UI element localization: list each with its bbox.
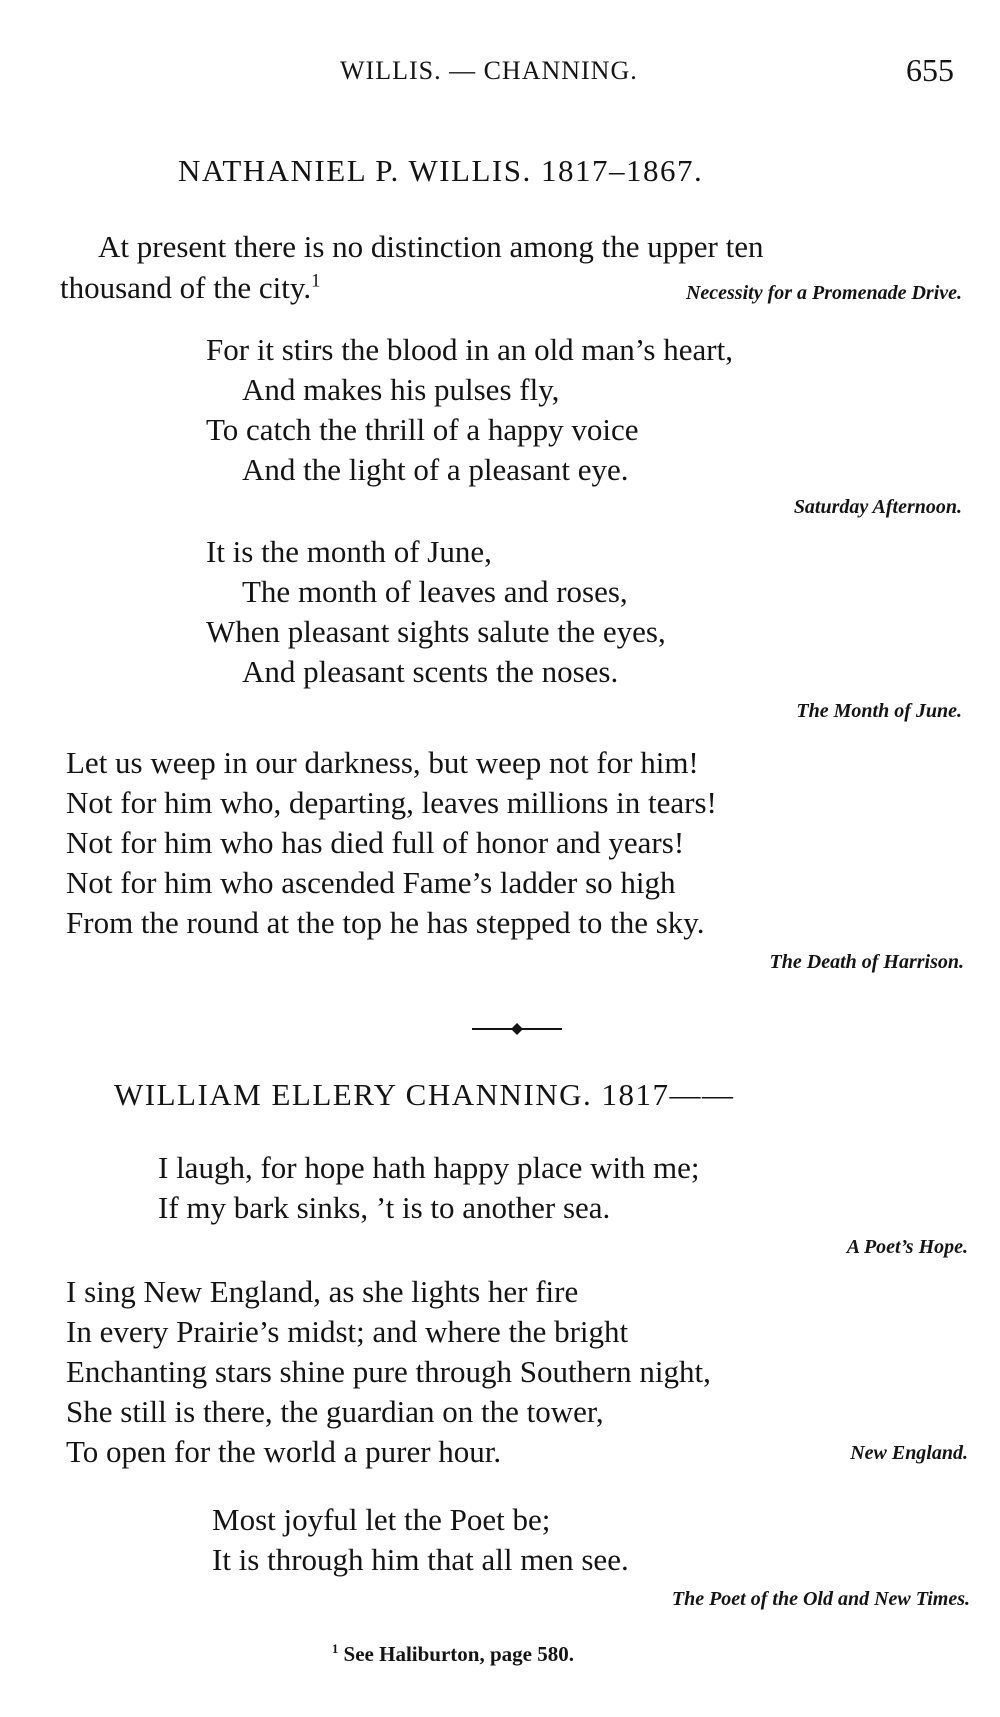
channing-verse2-line: To open for the world a purer hour. <box>66 1434 502 1469</box>
footnote-text: See Haliburton, page 580. <box>343 1642 574 1666</box>
ornament-divider <box>472 1022 562 1036</box>
willis-verse3-line: From the round at the top he has stepped to the sky. <box>66 905 705 940</box>
willis-verse2-line: It is the month of June, <box>206 534 492 569</box>
willis-verse3-line: Not for him who, departing, leaves millions in tears! <box>66 785 717 820</box>
willis-verse1-line: And makes his pulses fly, <box>242 372 560 407</box>
willis-heading: NATHANIEL P. WILLIS. 1817–1867. <box>178 153 704 188</box>
willis-verse1-attribution: Saturday Afternoon. <box>793 496 962 518</box>
willis-verse3-line: Let us weep in our darkness, but weep not for him! <box>66 745 699 780</box>
willis-prose-attribution: Necessity for a Promenade Drive. <box>685 282 962 304</box>
channing-verse2-line: I sing New England, as she lights her fire <box>66 1274 579 1309</box>
channing-verse3-line: Most joyful let the Poet be; <box>212 1502 551 1537</box>
willis-verse1-line: And the light of a pleasant eye. <box>242 452 629 487</box>
willis-verse1-line: To catch the thrill of a happy voice <box>206 412 639 447</box>
willis-verse2-line: When pleasant sights salute the eyes, <box>206 614 666 649</box>
willis-prose-text: thousand of the city. <box>60 270 312 305</box>
running-head <box>0 52 1000 92</box>
willis-verse2-attribution: The Month of June. <box>796 700 962 722</box>
channing-verse1-line: If my bark sinks, ’t is to another sea. <box>158 1190 611 1225</box>
willis-prose-line-1: At present there is no distinction among the upper ten <box>98 229 764 264</box>
channing-verse2-line: In every Prairie’s midst; and where the bright <box>66 1314 629 1349</box>
footnote-reference: 1 <box>311 270 321 292</box>
willis-prose-line-2 <box>60 267 320 308</box>
willis-verse3-line: Not for him who has died full of honor and years! <box>66 825 685 860</box>
page-number: 655 <box>906 52 954 88</box>
running-title: WILLIS. — CHANNING. <box>340 56 638 85</box>
willis-verse2-line: And pleasant scents the noses. <box>242 654 619 689</box>
willis-verse3-attribution: The Death of Harrison. <box>769 951 964 973</box>
channing-heading: WILLIAM ELLERY CHANNING. 1817—— <box>114 1077 735 1112</box>
channing-verse1-attribution: A Poet’s Hope. <box>846 1236 968 1258</box>
willis-verse2-line: The month of leaves and roses, <box>242 574 628 609</box>
channing-verse1-line: I laugh, for hope hath happy place with me; <box>158 1150 700 1185</box>
channing-verse2-line: She still is there, the guardian on the tower, <box>66 1394 604 1429</box>
willis-verse3-line: Not for him who ascended Fame’s ladder so high <box>66 865 676 900</box>
footnote <box>332 1642 574 1667</box>
channing-verse3-line: It is through him that all men see. <box>212 1542 629 1577</box>
willis-verse1-line: For it stirs the blood in an old man’s heart, <box>206 332 733 367</box>
channing-verse3-attribution: The Poet of the Old and New Times. <box>671 1588 970 1610</box>
channing-verse2-line: Enchanting stars shine pure through Southern night, <box>66 1354 711 1389</box>
channing-verse2-attribution: New England. <box>850 1442 968 1464</box>
footnote-mark: 1 <box>332 1642 339 1656</box>
